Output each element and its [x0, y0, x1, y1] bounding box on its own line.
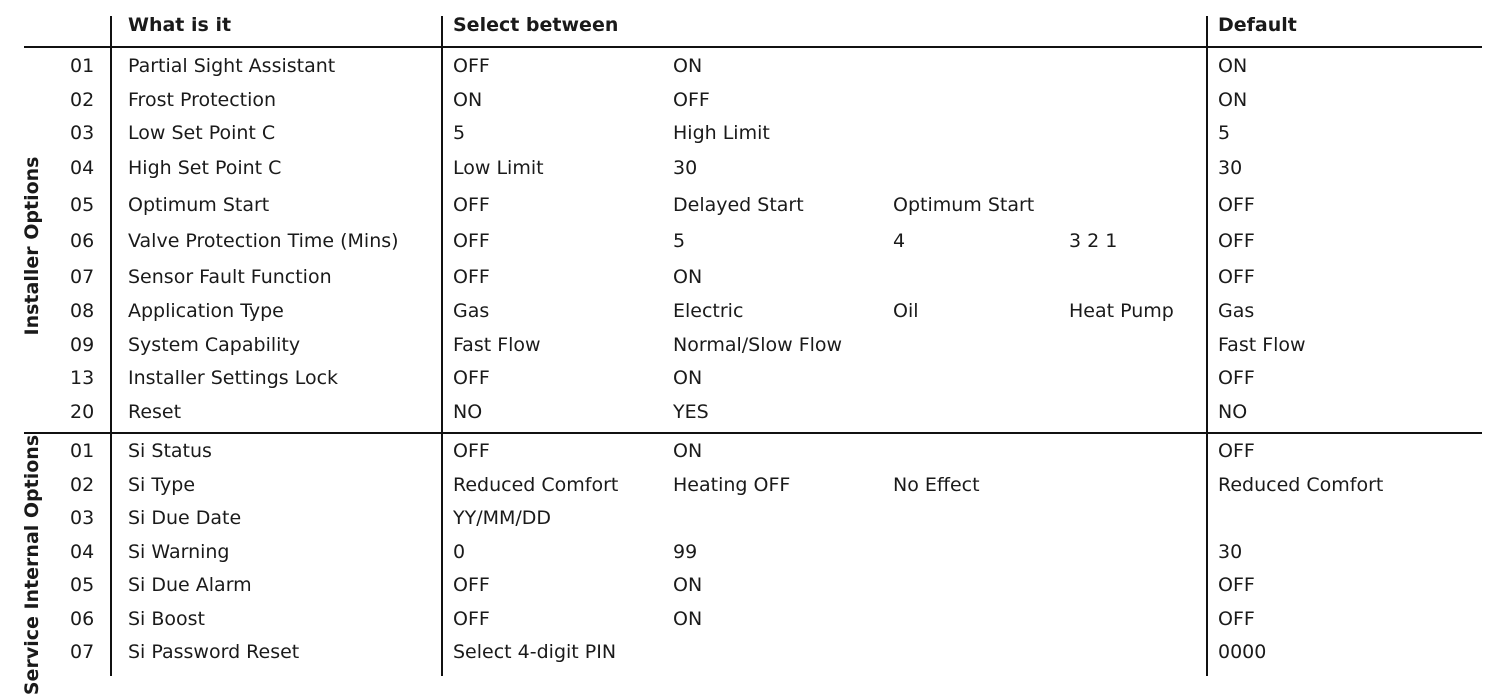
option-value: OFF: [453, 55, 490, 77]
option-name: Valve Protection Time (Mins): [128, 230, 399, 252]
default-value: OFF: [1218, 440, 1255, 462]
row-number: 05: [70, 574, 95, 596]
default-value: Fast Flow: [1218, 334, 1306, 356]
section-label-installer-options: Installer Options: [21, 156, 43, 336]
option-name: Frost Protection: [128, 89, 277, 111]
option-name: Partial Sight Assistant: [128, 55, 336, 77]
section-label-service-internal-options: Service Internal Options: [21, 434, 43, 695]
option-value: YY/MM/DD: [453, 507, 552, 529]
table-row: [0, 122, 1492, 156]
option-name: Si Status: [128, 440, 212, 462]
option-value: 99: [673, 541, 698, 563]
row-number: 02: [70, 89, 95, 111]
table-row: [0, 266, 1492, 300]
default-value: 30: [1218, 541, 1243, 563]
option-name: Application Type: [128, 300, 284, 322]
default-value: 5: [1218, 122, 1231, 144]
header-select-between: Select between: [453, 14, 619, 36]
table-row: [0, 194, 1492, 228]
table-row: [0, 608, 1492, 642]
option-name: Si Password Reset: [128, 641, 300, 663]
row-number: 20: [70, 401, 95, 423]
option-value: Oil: [893, 300, 919, 322]
option-value: Select 4-digit PIN: [453, 641, 617, 663]
header-default: Default: [1218, 14, 1297, 36]
option-name: Sensor Fault Function: [128, 266, 332, 288]
option-value: 4: [893, 230, 906, 252]
option-value: OFF: [673, 89, 710, 111]
option-value: Normal/Slow Flow: [673, 334, 843, 356]
row-number: 03: [70, 122, 95, 144]
table-row: [0, 334, 1492, 368]
option-value: OFF: [453, 266, 490, 288]
table-row: [0, 230, 1492, 264]
row-number: 13: [70, 367, 95, 389]
option-value: NO: [453, 401, 483, 423]
default-value: OFF: [1218, 194, 1255, 216]
option-value: ON: [453, 89, 483, 111]
option-value: ON: [673, 574, 703, 596]
option-value: OFF: [453, 194, 490, 216]
default-value: OFF: [1218, 266, 1255, 288]
option-value: Electric: [673, 300, 744, 322]
row-number: 05: [70, 194, 95, 216]
option-value: Heat Pump: [1069, 300, 1174, 322]
option-value: Low Limit: [453, 157, 544, 179]
table-row: [0, 641, 1492, 675]
row-number: 07: [70, 266, 95, 288]
option-name: Reset: [128, 401, 182, 423]
option-value: ON: [673, 367, 703, 389]
option-value: ON: [673, 55, 703, 77]
option-value: OFF: [453, 230, 490, 252]
default-value: NO: [1218, 401, 1248, 423]
option-name: Si Type: [128, 474, 196, 496]
option-name: Low Set Point C: [128, 122, 276, 144]
row-number: 04: [70, 157, 95, 179]
default-value: Gas: [1218, 300, 1255, 322]
default-value: 0000: [1218, 641, 1267, 663]
default-value: OFF: [1218, 574, 1255, 596]
table-row: [0, 401, 1492, 435]
option-value: YES: [673, 401, 709, 423]
option-name: Si Due Date: [128, 507, 242, 529]
table-row: [0, 367, 1492, 401]
header-what-is-it: What is it: [128, 14, 232, 36]
table-row: [0, 89, 1492, 123]
row-number: 01: [70, 440, 95, 462]
option-value: 5: [673, 230, 686, 252]
row-number: 06: [70, 230, 95, 252]
table-row: [0, 157, 1492, 191]
option-value: OFF: [453, 608, 490, 630]
option-value: 3 2 1: [1069, 230, 1118, 252]
default-value: ON: [1218, 55, 1248, 77]
option-value: 0: [453, 541, 466, 563]
table-row: [0, 574, 1492, 608]
option-value: Heating OFF: [673, 474, 791, 496]
table-row: [0, 474, 1492, 508]
default-value: Reduced Comfort: [1218, 474, 1384, 496]
option-value: Gas: [453, 300, 490, 322]
option-name: Installer Settings Lock: [128, 367, 339, 389]
table-row: [0, 55, 1492, 89]
option-value: High Limit: [673, 122, 770, 144]
row-number: 02: [70, 474, 95, 496]
option-value: ON: [673, 440, 703, 462]
default-value: OFF: [1218, 367, 1255, 389]
option-value: Delayed Start: [673, 194, 804, 216]
default-value: OFF: [1218, 230, 1255, 252]
default-value: ON: [1218, 89, 1248, 111]
row-number: 01: [70, 55, 95, 77]
table-row: [0, 541, 1492, 575]
option-name: Si Boost: [128, 608, 206, 630]
option-name: Si Warning: [128, 541, 230, 563]
option-name: Optimum Start: [128, 194, 270, 216]
table-row: [0, 440, 1492, 474]
option-name: Si Due Alarm: [128, 574, 252, 596]
option-value: 5: [453, 122, 466, 144]
row-number: 03: [70, 507, 95, 529]
default-value: 30: [1218, 157, 1243, 179]
option-name: High Set Point C: [128, 157, 282, 179]
option-value: ON: [673, 266, 703, 288]
default-value: OFF: [1218, 608, 1255, 630]
row-number: 09: [70, 334, 95, 356]
row-number: 07: [70, 641, 95, 663]
row-number: 08: [70, 300, 95, 322]
header-rule: [24, 46, 1482, 48]
table-row: [0, 507, 1492, 541]
option-value: Reduced Comfort: [453, 474, 619, 496]
row-number: 06: [70, 608, 95, 630]
option-value: OFF: [453, 440, 490, 462]
row-number: 04: [70, 541, 95, 563]
option-value: Fast Flow: [453, 334, 541, 356]
option-value: Optimum Start: [893, 194, 1035, 216]
option-value: 30: [673, 157, 698, 179]
option-value: ON: [673, 608, 703, 630]
option-value: No Effect: [893, 474, 980, 496]
option-name: System Capability: [128, 334, 301, 356]
option-value: OFF: [453, 367, 490, 389]
option-value: OFF: [453, 574, 490, 596]
table-row: [0, 300, 1492, 334]
